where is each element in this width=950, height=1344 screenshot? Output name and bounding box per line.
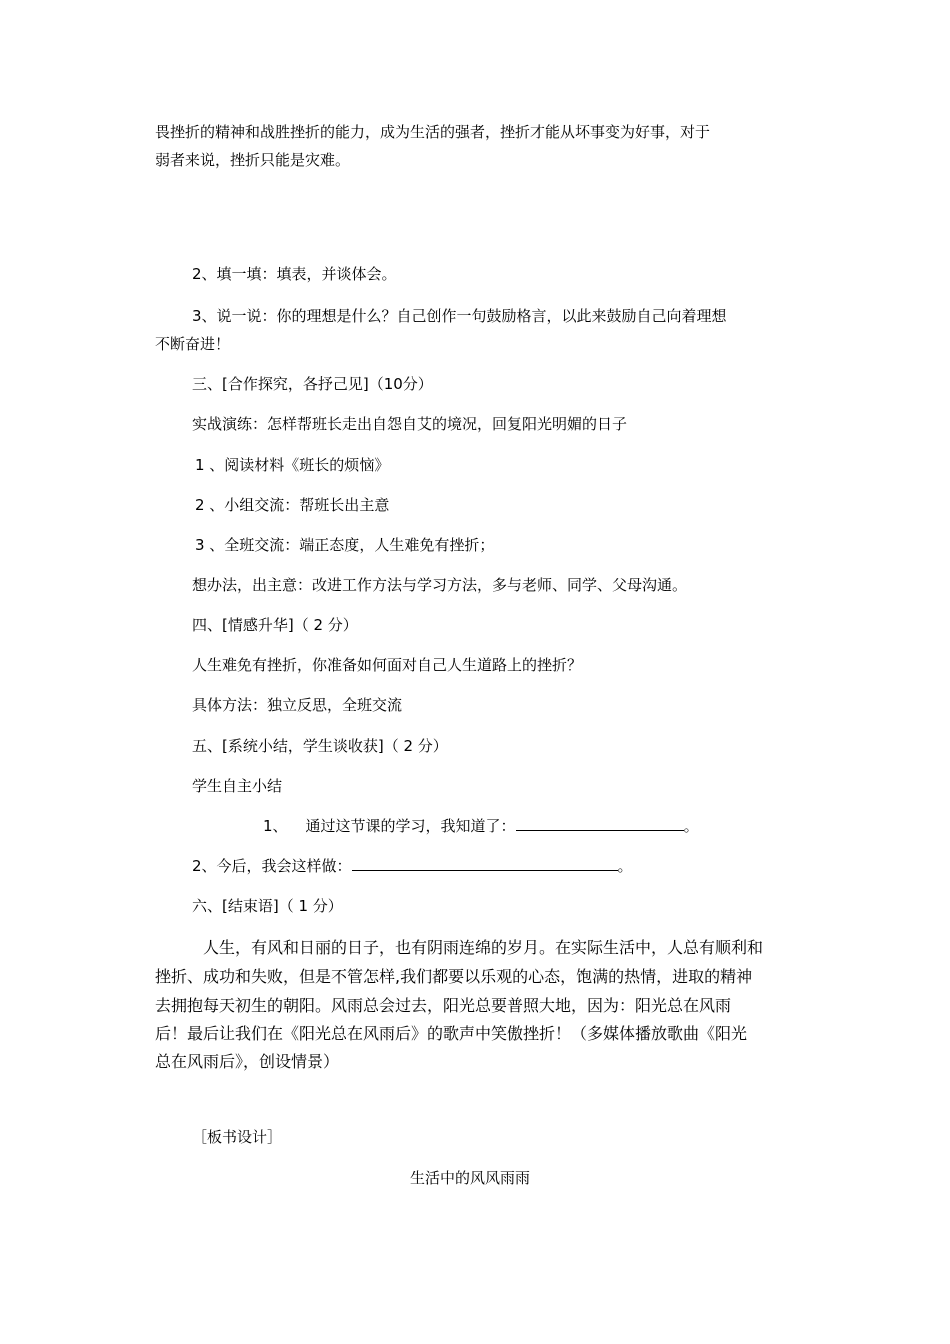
board-design-heading: ［板书设计］: [192, 1128, 283, 1146]
section-text: 具体方法：独立反思，全班交流: [192, 696, 403, 714]
blank-end: 。: [617, 857, 633, 875]
section-text: 实战演练：怎样帮班长走出自怨自艾的境况，回复阳光明媚的日子: [192, 415, 628, 433]
answer-blank: [516, 816, 684, 831]
section-heading: 六、[结束语]（ 1 分）: [192, 897, 343, 915]
closing-paragraph-line: 挫折、成功和失败，但是不管怎样,我们都要以乐观的心态，饱满的热情，进取的精神: [155, 967, 753, 986]
blank-end: 。: [683, 817, 699, 835]
paragraph-line: 弱者来说，挫折只能是灾难。: [155, 151, 351, 169]
blank-prompt: 通过这节课的学习，我知道了：: [305, 817, 516, 835]
fill-in-blank-1: [263, 816, 699, 836]
activity-say-line: 不断奋进！: [155, 335, 231, 353]
answer-blank: [352, 856, 618, 871]
section-heading: 四、[情感升华]（ 2 分）: [192, 616, 358, 634]
activity-fill-table: 2、填一填：填表，并谈体会。: [192, 265, 397, 283]
closing-paragraph-line: 人生，有风和日丽的日子，也有阴雨连绵的岁月。在实际生活中，人总有顺利和: [203, 938, 764, 957]
list-item: 2 、小组交流：帮班长出主意: [195, 496, 390, 514]
blank-number: 1、: [263, 817, 288, 835]
paragraph-line: 畏挫折的精神和战胜挫折的能力，成为生活的强者，挫折才能从坏事变为好事，对于: [155, 123, 711, 141]
list-item: 3 、全班交流：端正态度，人生难免有挫折；: [195, 536, 495, 554]
fill-in-blank-2: [192, 856, 633, 876]
blank-prompt: 2、今后，我会这样做：: [192, 857, 352, 875]
closing-paragraph-line: 后！最后让我们在《阳光总在风雨后》的歌声中笑傲挫折！（多媒体播放歌曲《阳光: [155, 1024, 748, 1043]
board-design-title: 生活中的风风雨雨: [410, 1169, 531, 1187]
activity-say-line: 3、说一说：你的理想是什么？自己创作一句鼓励格言，以此来鼓励自己向着理想: [192, 307, 727, 325]
closing-paragraph-line: 总在风雨后》，创设情景）: [155, 1052, 340, 1071]
section-heading: 五、[系统小结，学生谈收获]（ 2 分）: [192, 737, 448, 755]
section-heading: 三、[合作探究，各抒己见]（10分）: [192, 375, 433, 393]
section-text: 学生自主小结: [192, 777, 283, 795]
section-text: 人生难免有挫折，你准备如何面对自己人生道路上的挫折？: [192, 656, 583, 674]
section-text: 想办法，出主意：改进工作方法与学习方法，多与老师、同学、父母沟通。: [192, 576, 688, 594]
list-item: 1 、阅读材料《班长的烦恼》: [195, 456, 390, 474]
closing-paragraph-line: 去拥抱每天初生的朝阳。风雨总会过去，阳光总要普照大地，因为：阳光总在风雨: [155, 996, 732, 1015]
